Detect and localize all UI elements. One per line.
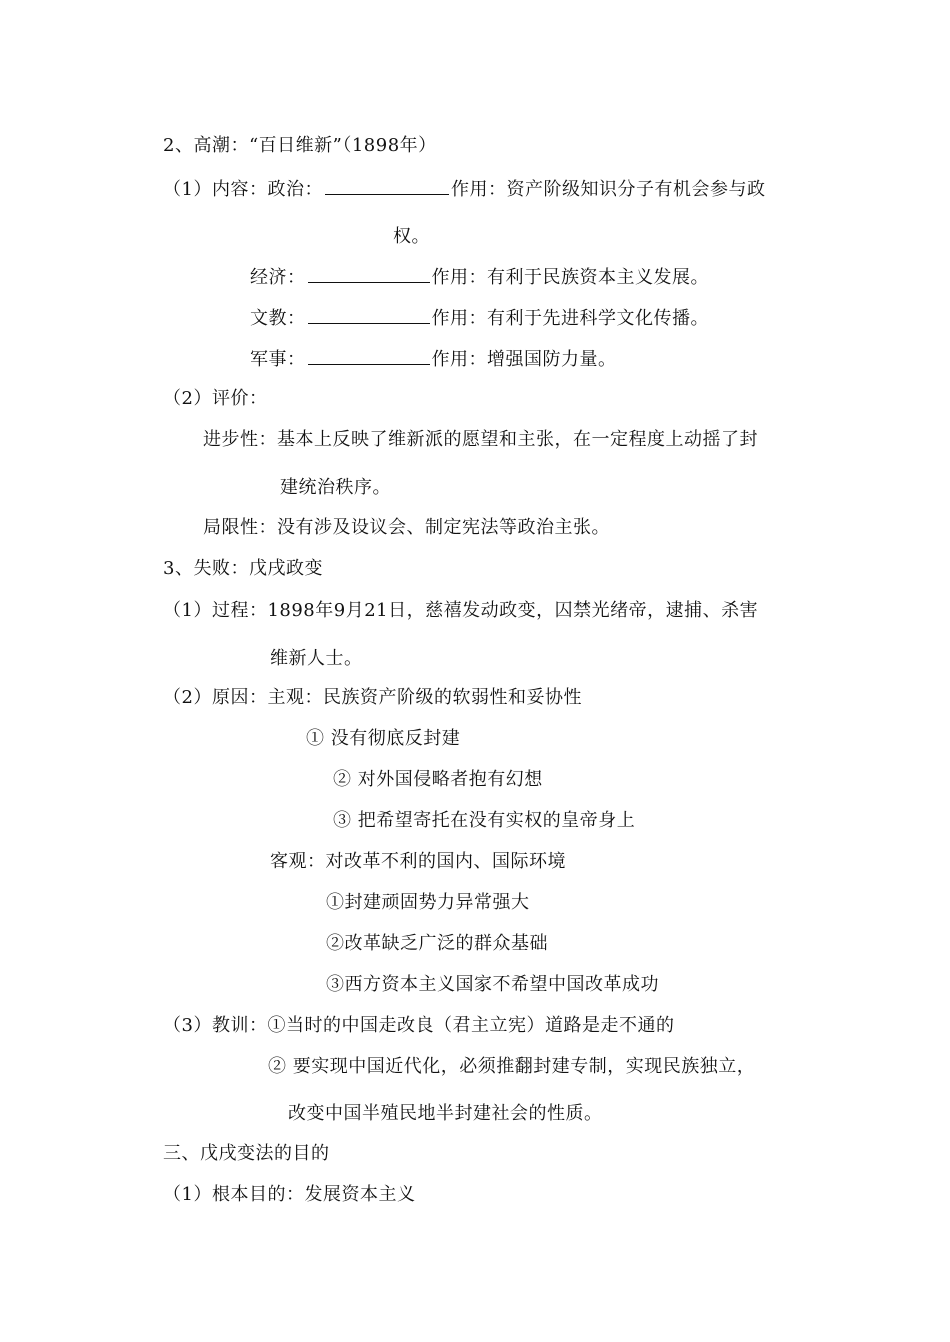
reasons-objective-3: ③西方资本主义国家不希望中国改革成功 — [326, 974, 659, 995]
process-line-1: （1）过程：1898年9月21日，慈禧发动政变，囚禁光绪帝，逮捕、杀害 — [163, 600, 759, 621]
culture-blank[interactable] — [308, 305, 430, 324]
content-economy-line — [250, 264, 709, 290]
economy-label: 经济： — [250, 267, 306, 288]
process-line-2: 维新人士。 — [270, 648, 363, 669]
evaluation-progress-continued: 建统治秩序。 — [280, 477, 391, 498]
military-blank[interactable] — [308, 346, 430, 365]
reasons-objective-1: ①封建顽固势力异常强大 — [326, 892, 530, 913]
politics-effect-continued: 权。 — [393, 226, 430, 247]
reasons-subjective-1: ① 没有彻底反封建 — [306, 728, 461, 749]
purpose-fundamental: （1）根本目的：发展资本主义 — [163, 1184, 416, 1205]
content-culture-line — [250, 305, 709, 331]
content-military-line — [250, 346, 617, 372]
evaluation-label: （2）评价： — [163, 388, 268, 409]
politics-blank[interactable] — [325, 176, 449, 195]
military-label: 军事： — [250, 349, 306, 370]
reasons-subjective-2: ② 对外国侵略者抱有幻想 — [333, 769, 543, 790]
section-heading-climax: 2、高潮：“百日维新”（1898年） — [163, 135, 437, 156]
culture-label: 文教： — [250, 308, 306, 329]
content-politics-line — [163, 176, 765, 202]
evaluation-limitation: 局限性：没有涉及设议会、制定宪法等政治主张。 — [203, 517, 610, 538]
reasons-subjective-3: ③ 把希望寄托在没有实权的皇帝身上 — [333, 810, 636, 831]
reasons-subjective: （2）原因：主观：民族资产阶级的软弱性和妥协性 — [163, 687, 582, 708]
reasons-objective-2: ②改革缺乏广泛的群众基础 — [326, 933, 548, 954]
culture-effect: 作用：有利于先进科学文化传播。 — [431, 308, 709, 329]
economy-blank[interactable] — [308, 264, 430, 283]
content-label: （1）内容：政治： — [163, 179, 323, 200]
section-heading-failure: 3、失败：戊戌政变 — [163, 558, 323, 579]
lessons-line-2: ② 要实现中国近代化，必须推翻封建专制，实现民族独立， — [268, 1056, 756, 1077]
section-heading-purpose: 三、戊戌变法的目的 — [163, 1143, 330, 1164]
lessons-line-1: （3）教训：①当时的中国走改良（君主立宪）道路是走不通的 — [163, 1015, 675, 1036]
reasons-objective: 客观：对改革不利的国内、国际环境 — [270, 851, 566, 872]
military-effect: 作用：增强国防力量。 — [431, 349, 617, 370]
lessons-line-3: 改变中国半殖民地半封建社会的性质。 — [288, 1103, 603, 1124]
economy-effect: 作用：有利于民族资本主义发展。 — [431, 267, 709, 288]
politics-effect: 作用：资产阶级知识分子有机会参与政 — [450, 179, 766, 200]
evaluation-progress: 进步性：基本上反映了维新派的愿望和主张，在一定程度上动摇了封 — [203, 429, 758, 450]
